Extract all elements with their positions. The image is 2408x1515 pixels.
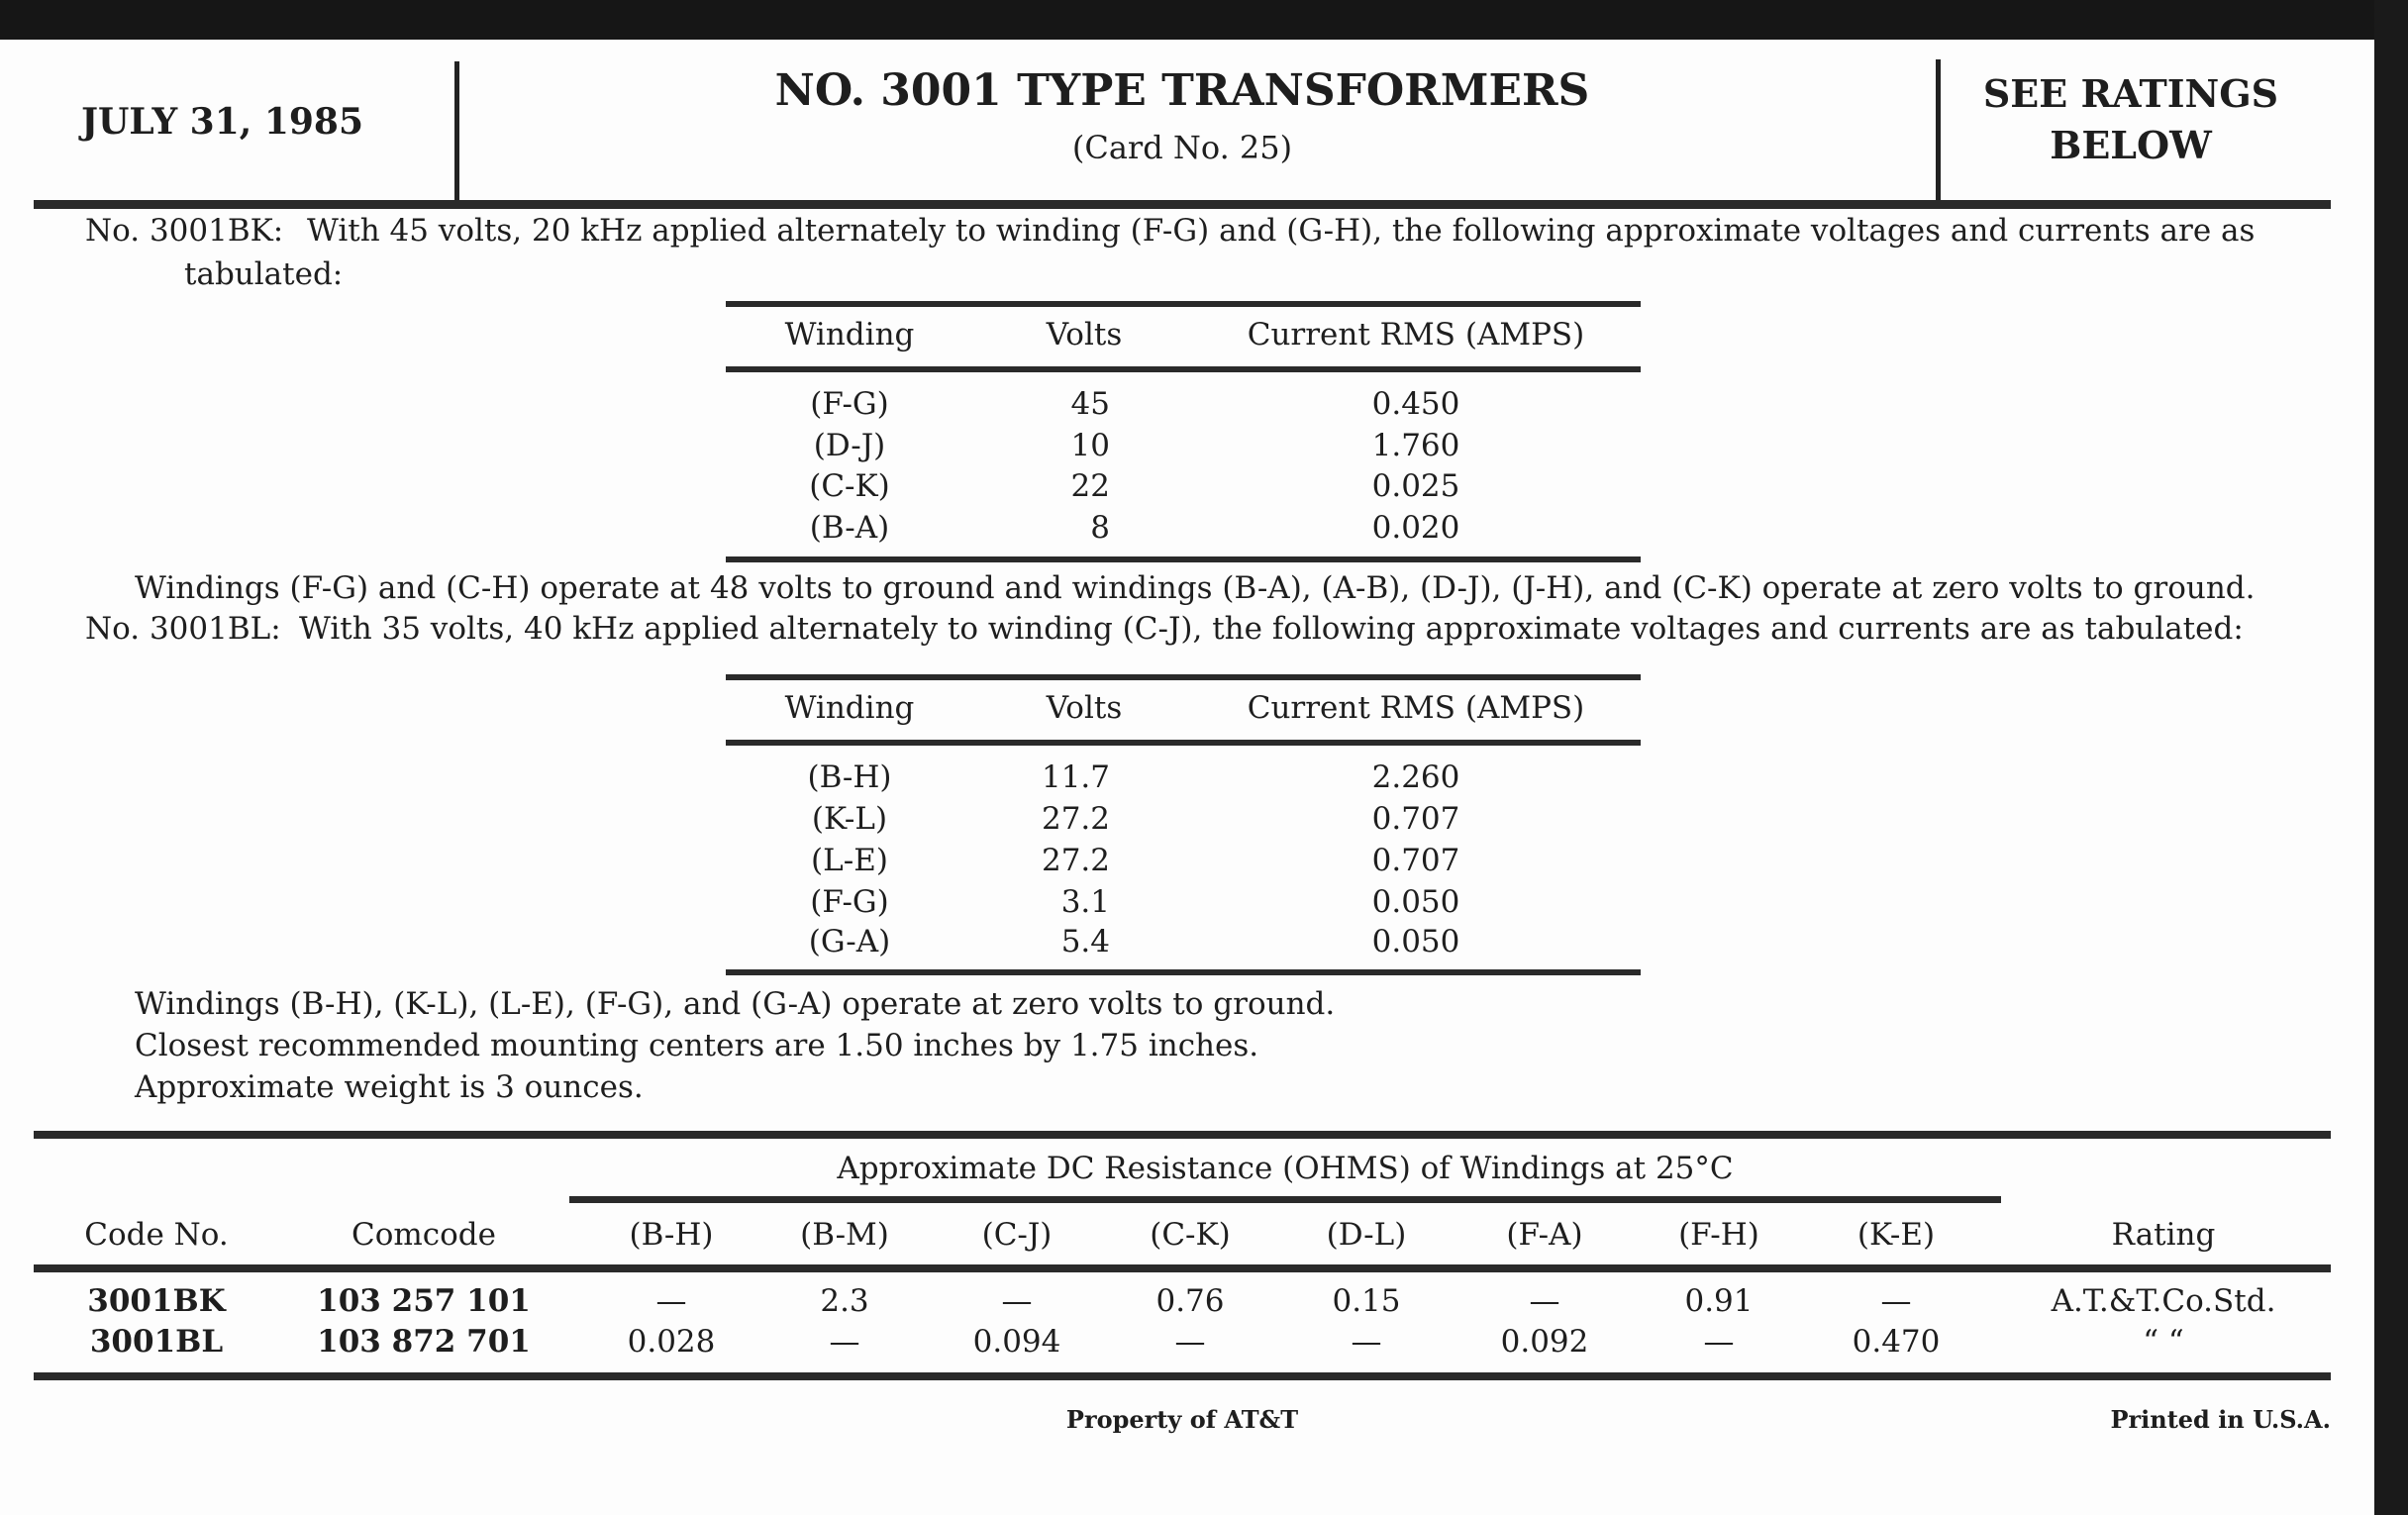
table-cell: (L-E) — [811, 843, 888, 878]
scan-right-border — [2374, 0, 2408, 1515]
table-cell: — — [1529, 1283, 1560, 1319]
scan-top-border — [0, 0, 2408, 40]
table-cell: 103 257 101 — [317, 1283, 531, 1319]
table-cell: 27.2 — [1041, 843, 1110, 878]
column-header: (C-J) — [981, 1217, 1053, 1253]
ratings-note-line2: BELOW — [2050, 123, 2212, 167]
table-cell: (F-G) — [810, 884, 889, 920]
column-header: (K-E) — [1856, 1217, 1936, 1253]
table-cell: (F-G) — [810, 386, 889, 422]
table-cell: 27.2 — [1041, 801, 1110, 837]
table-cell: — — [1703, 1324, 1735, 1360]
header-rule — [34, 200, 2331, 209]
table-cell: 0.020 — [1371, 510, 1460, 546]
table-cell: — — [829, 1324, 860, 1360]
table-cell: A.T.&T.Co.Std. — [2051, 1283, 2276, 1319]
column-header: Winding — [784, 317, 915, 353]
table-top-rule — [726, 301, 1641, 307]
column-header: (F-A) — [1506, 1217, 1583, 1253]
table-cell: 0.15 — [1332, 1283, 1401, 1319]
header-divider — [454, 61, 459, 204]
table-cell: (D-J) — [813, 428, 886, 463]
table-cell: (B-A) — [809, 510, 890, 546]
table-cell: 10 — [1070, 428, 1110, 463]
ratings-note-line1: SEE RATINGS — [1982, 71, 2279, 116]
table-header-rule — [726, 740, 1641, 746]
table-cell: — — [1001, 1283, 1033, 1319]
table-cell: 0.028 — [627, 1324, 716, 1360]
column-header: (F-H) — [1678, 1217, 1759, 1253]
resistance-group-rule — [569, 1196, 2001, 1203]
table-cell: 0.91 — [1684, 1283, 1754, 1319]
property-note: Property of AT&T — [1065, 1405, 1299, 1434]
table-cell: 0.025 — [1371, 468, 1460, 504]
table-cell: 2.260 — [1371, 759, 1460, 795]
table-cell: 3001BK — [87, 1283, 226, 1319]
table-top-rule — [726, 674, 1641, 680]
resistance-top-rule — [34, 1131, 2331, 1139]
column-header: (D-L) — [1326, 1217, 1407, 1253]
table-cell: (C-K) — [809, 468, 890, 504]
table-cell: — — [1351, 1324, 1382, 1360]
column-header: (B-H) — [629, 1217, 714, 1253]
mounting-note: Closest recommended mounting centers are 1.50 inches by 1.75 inches. — [135, 1028, 1259, 1063]
table-cell: 5.4 — [1060, 924, 1110, 960]
section-bk-label: No. 3001BK: — [85, 213, 284, 249]
weight-note: Approximate weight is 3 ounces. — [135, 1069, 644, 1105]
section-bk-text: With 45 volts, 20 kHz applied alternately to winding (F-G) and (G-H), the following approximate voltages and currents are as — [307, 213, 2256, 249]
table-cell: 0.450 — [1371, 386, 1460, 422]
table-cell: 11.7 — [1041, 759, 1110, 795]
card-number: (Card No. 25) — [1071, 129, 1293, 166]
table-cell: 0.050 — [1371, 884, 1460, 920]
page-title: NO. 3001 TYPE TRANSFORMERS — [774, 65, 1590, 116]
table-bottom-rule — [726, 969, 1641, 975]
table-cell: 103 872 701 — [317, 1324, 531, 1360]
section-bl-note: Windings (B-H), (K-L), (L-E), (F-G), and (G-A) operate at zero volts to ground. — [135, 986, 1336, 1022]
table-cell: “ “ — [2143, 1324, 2184, 1360]
table-cell: 8 — [1090, 510, 1110, 546]
table-cell: 1.760 — [1371, 428, 1460, 463]
table-cell: 2.3 — [820, 1283, 869, 1319]
column-header: Volts — [1046, 317, 1123, 353]
column-header: Volts — [1046, 690, 1123, 726]
section-bl-label: No. 3001BL: — [85, 611, 281, 647]
column-header: Winding — [784, 690, 915, 726]
table-cell: 0.050 — [1371, 924, 1460, 960]
column-header: (C-K) — [1150, 1217, 1231, 1253]
table-cell: 22 — [1070, 468, 1110, 504]
column-header: Code No. — [84, 1217, 229, 1253]
table-cell: 0.094 — [972, 1324, 1061, 1360]
resistance-group-title: Approximate DC Resistance (OHMS) of Windings at 25°C — [837, 1151, 1734, 1186]
printed-note: Printed in U.S.A. — [2110, 1405, 2331, 1434]
table-header-rule — [726, 366, 1641, 372]
resistance-bottom-rule — [34, 1372, 2331, 1380]
card-date: JULY 31, 1985 — [81, 101, 364, 143]
table-cell: (G-A) — [808, 924, 891, 960]
section-bl-text: With 35 volts, 40 kHz applied alternately to winding (C-J), the following approximate voltages and currents are as tabulated: — [299, 611, 2244, 647]
table-cell: 3001BL — [89, 1324, 224, 1360]
column-header: Current RMS (AMPS) — [1247, 690, 1585, 726]
table-cell: — — [1880, 1283, 1912, 1319]
table-cell: 0.76 — [1155, 1283, 1225, 1319]
table-cell: 0.092 — [1500, 1324, 1589, 1360]
table-cell: — — [1174, 1324, 1206, 1360]
table-cell: 0.707 — [1371, 801, 1460, 837]
column-header: (B-M) — [800, 1217, 889, 1253]
column-header: Comcode — [351, 1217, 496, 1253]
table-cell: 45 — [1070, 386, 1110, 422]
section-bk-text-cont: tabulated: — [184, 256, 344, 292]
table-cell: 0.470 — [1852, 1324, 1941, 1360]
table-cell: 3.1 — [1060, 884, 1110, 920]
resistance-header-rule — [34, 1264, 2331, 1272]
column-header: Current RMS (AMPS) — [1247, 317, 1585, 353]
table-cell: (K-L) — [811, 801, 888, 837]
table-cell: (B-H) — [807, 759, 892, 795]
column-header: Rating — [2111, 1217, 2216, 1253]
header-divider — [1936, 59, 1941, 204]
table-bottom-rule — [726, 556, 1641, 562]
table-cell: — — [655, 1283, 687, 1319]
table-cell: 0.707 — [1371, 843, 1460, 878]
section-bk-note: Windings (F-G) and (C-H) operate at 48 volts to ground and windings (B-A), (A-B), (D-J), (J-H), and (C-K) operate at zero volts to ground. — [135, 570, 2256, 606]
